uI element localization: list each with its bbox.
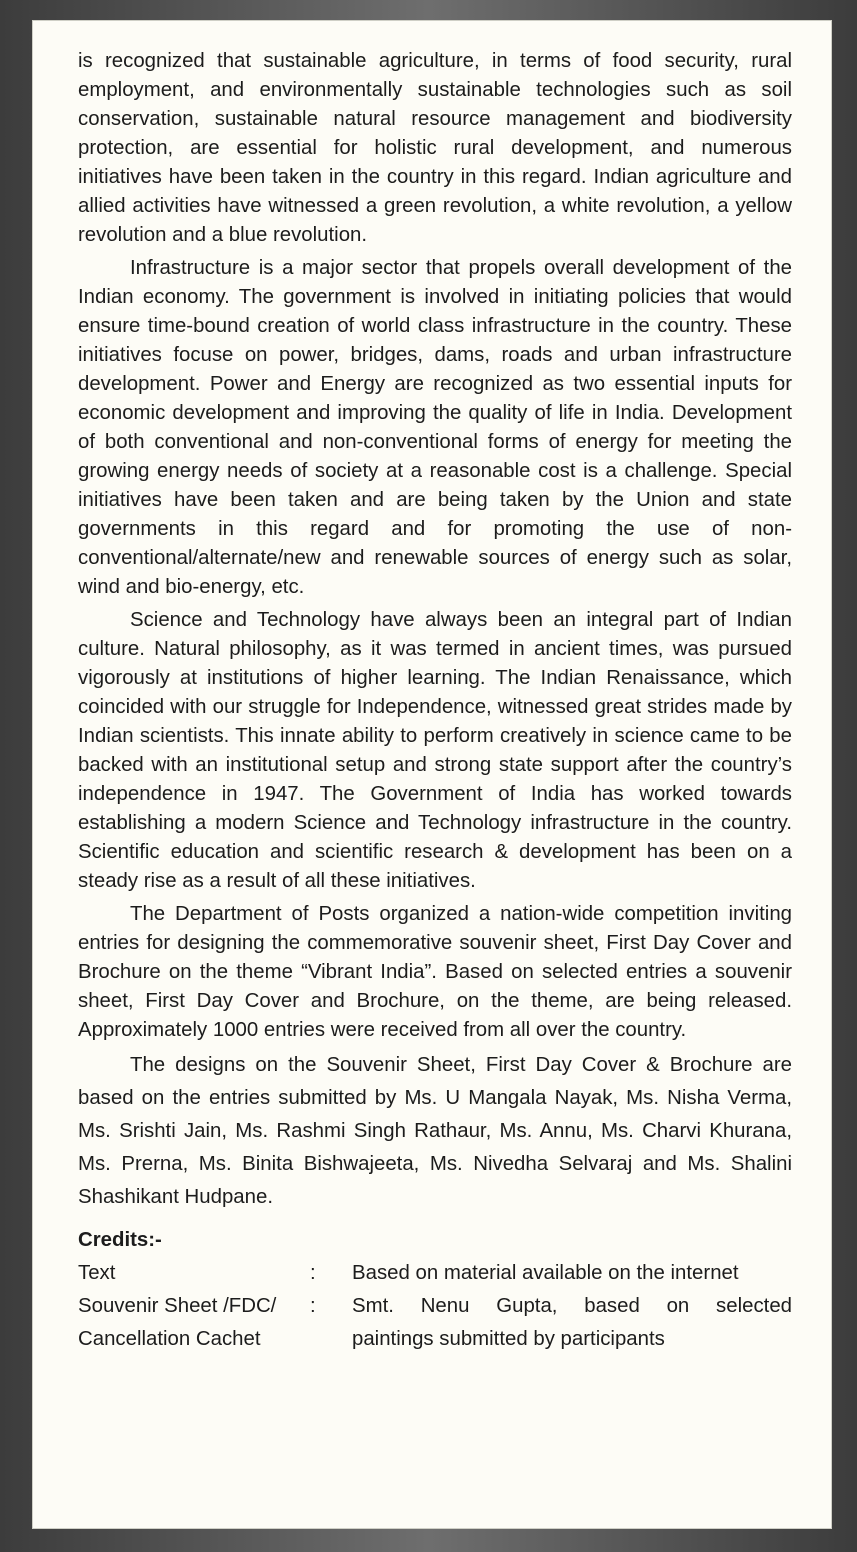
brochure-text bbox=[78, 47, 792, 1356]
credits-heading: Credits:- bbox=[78, 1229, 162, 1251]
paragraph-designs: The designs on the Souvenir Sheet, First Day Cover & Brochure are based on the entries submitted by Ms. U Mangala Nayak, Ms. Nisha Verma, Ms. Srishti Jain, Ms. Rashmi Singh Rathaur, Ms. Annu, Ms. Charvi Khurana, Ms. Prerna, Ms. Binita Bishwajeeta, Ms. Nivedha Selvaraj and Ms. Shalini Shashikant Hudpane. bbox=[78, 1054, 792, 1208]
credits-colon bbox=[310, 1323, 352, 1356]
paragraph-science-technology: Science and Technology have always been an integral part of Indian culture. Natural philosophy, as it was termed in ancient times, was pursued vigorously at institutions of higher learning. The Indian Renaissance, which coincided with our struggle for Independence, witnessed great strides made by Indian scientists. This innate ability to perform creatively in science came to be backed with an institutional setup and strong state support after the country’s independence in 1947. The Government of India has worked towards establishing a modern Science and Technology infrastructure in the country. Scientific education and scientific research & development has been on a steady rise as a result of all these initiatives. bbox=[78, 609, 792, 892]
paragraph-competition: The Department of Posts organized a nation-wide competition inviting entries for designing the commemorative souvenir sheet, First Day Cover and Brochure on the theme “Vibrant India”. Based on selected entries a souvenir sheet, First Day Cover and Brochure, on the theme, are being released. Approximately 1000 entries were received from all over the country. bbox=[78, 903, 792, 1041]
credits-label: Cancellation Cachet bbox=[78, 1328, 261, 1350]
credits-value: Smt. Nenu Gupta, based on selected bbox=[352, 1295, 792, 1317]
credits-label: Text bbox=[78, 1262, 116, 1284]
credits-value: Based on material available on the internet bbox=[352, 1262, 739, 1284]
paragraph-agriculture: is recognized that sustainable agriculture, in terms of food security, rural employment, and environmentally sustainable technologies such as soil conservation, sustainable natural resource management and biodiversity protection, are essential for holistic rural development, and numerous initiatives have been taken in the country in this regard. Indian agriculture and allied activities have witnessed a green revolution, a white revolution, a yellow revolution and a blue revolution. bbox=[78, 50, 792, 246]
credits-row bbox=[78, 1257, 792, 1290]
credits-colon: : bbox=[310, 1262, 316, 1284]
credits-row bbox=[78, 1290, 792, 1323]
credits-row bbox=[78, 1323, 792, 1356]
brochure-page bbox=[32, 20, 832, 1529]
credits-colon: : bbox=[310, 1295, 316, 1317]
paragraph-infrastructure: Infrastructure is a major sector that propels overall development of the Indian economy. The government is involved in initiating policies that would ensure time-bound creation of world class infrastructure in the country. These initiatives focuse on power, bridges, dams, roads and urban infrastructure development. Power and Energy are recognized as two essential inputs for economic development and improving the quality of life in India. Development of both conventional and non-conventional forms of energy for meeting the growing energy needs of society at a reasonable cost is a challenge. Special initiatives have been taken and are being taken by the Union and state governments in this regard and for promoting the use of non-conventional/alternate/new and renewable sources of energy such as solar, wind and bio-energy, etc. bbox=[78, 257, 792, 598]
credits-label: Souvenir Sheet /FDC/ bbox=[78, 1295, 277, 1317]
credits-value: paintings submitted by participants bbox=[352, 1328, 665, 1350]
